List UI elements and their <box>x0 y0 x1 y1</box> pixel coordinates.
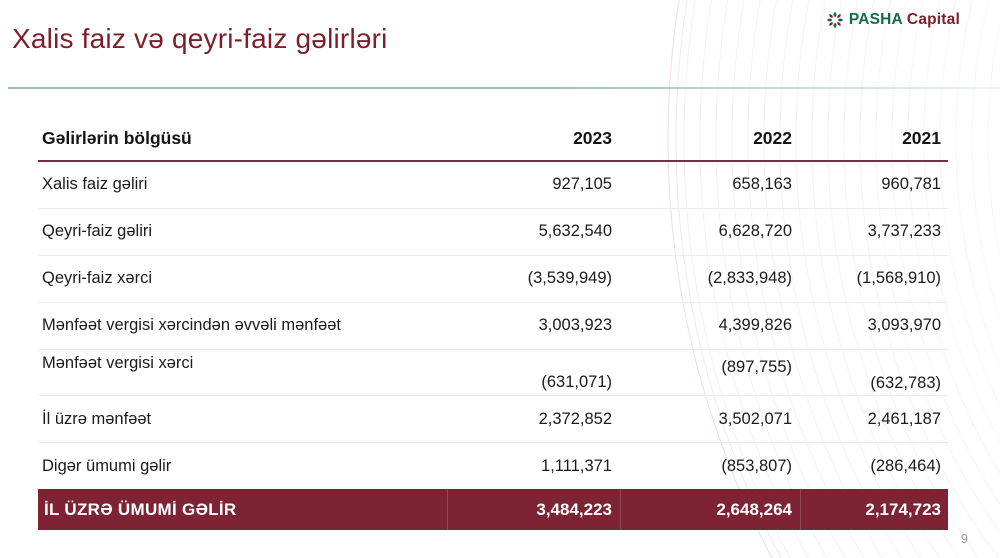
table-row <box>38 396 948 443</box>
logo-wordmark <box>849 11 960 29</box>
table-header-year-2022: 2022 <box>753 128 792 148</box>
row-value-2021: (1,568,910) <box>856 269 941 288</box>
table-row <box>38 443 948 489</box>
income-breakdown-table <box>38 117 948 530</box>
row-value-2023: (3,539,949) <box>527 269 612 288</box>
logo-suffix-text: Capital <box>906 11 960 28</box>
title-divider-line <box>8 87 1000 89</box>
row-value-2021: (632,783) <box>870 374 941 392</box>
pasha-pinwheel-icon <box>826 11 844 29</box>
row-label: Qeyri-faiz xərci <box>42 269 153 288</box>
row-label: Digər ümumi gəlir <box>42 456 172 475</box>
total-row-label: İL ÜZRƏ ÜMUMİ GƏLİR <box>44 499 237 519</box>
row-label: Mənfəət vergisi xərcindən əvvəli mənfəət <box>42 316 341 335</box>
row-value-2023: 2,372,852 <box>538 409 612 428</box>
row-label: Xalis faiz gəliri <box>42 175 148 194</box>
table-header-label: Gəlirlərin bölgüsü <box>42 128 192 148</box>
row-label: İl üzrə mənfəət <box>42 409 152 428</box>
row-value-2023: 5,632,540 <box>538 222 612 241</box>
row-label: Mənfəət vergisi xərci <box>42 354 194 372</box>
row-label: Qeyri-faiz gəliri <box>42 222 153 241</box>
row-value-2021: 3,737,233 <box>867 222 941 241</box>
table-row <box>38 350 948 397</box>
row-value-2022: (2,833,948) <box>707 269 792 288</box>
row-value-2022: 4,399,826 <box>718 316 792 335</box>
row-value-2023: 3,003,923 <box>538 316 612 335</box>
row-value-2022: (897,755) <box>721 358 792 376</box>
page-title: Xalis faiz və qeyri-faiz gəlirləri <box>12 23 388 54</box>
logo-brand-text: PASHA <box>848 11 903 28</box>
row-value-2022: 658,163 <box>732 175 792 194</box>
total-value-2022: 2,648,264 <box>620 489 800 530</box>
row-value-2023: 927,105 <box>552 175 612 194</box>
table-header-year-2021: 2021 <box>902 128 941 148</box>
table-row <box>38 303 948 350</box>
row-value-2023: (631,071) <box>541 373 612 391</box>
row-value-2022: 3,502,071 <box>718 409 792 428</box>
row-value-2021: (286,464) <box>870 456 941 475</box>
total-value-2023: 3,484,223 <box>447 489 620 530</box>
row-value-2022: (853,807) <box>721 456 792 475</box>
row-value-2021: 3,093,970 <box>867 316 941 335</box>
table-row <box>38 209 948 256</box>
total-value-2021: 2,174,723 <box>800 489 948 530</box>
table-row <box>38 256 948 303</box>
row-value-2023: 1,111,371 <box>541 456 612 475</box>
table-header-year-2023: 2023 <box>573 128 612 148</box>
pasha-capital-logo <box>826 11 960 29</box>
table-total-row <box>38 489 948 530</box>
table-row <box>38 162 948 209</box>
row-value-2021: 960,781 <box>881 175 941 194</box>
row-value-2022: 6,628,720 <box>718 222 792 241</box>
row-value-2021: 2,461,187 <box>867 409 941 428</box>
table-header-row <box>38 117 948 162</box>
page-number: 9 <box>961 532 968 546</box>
